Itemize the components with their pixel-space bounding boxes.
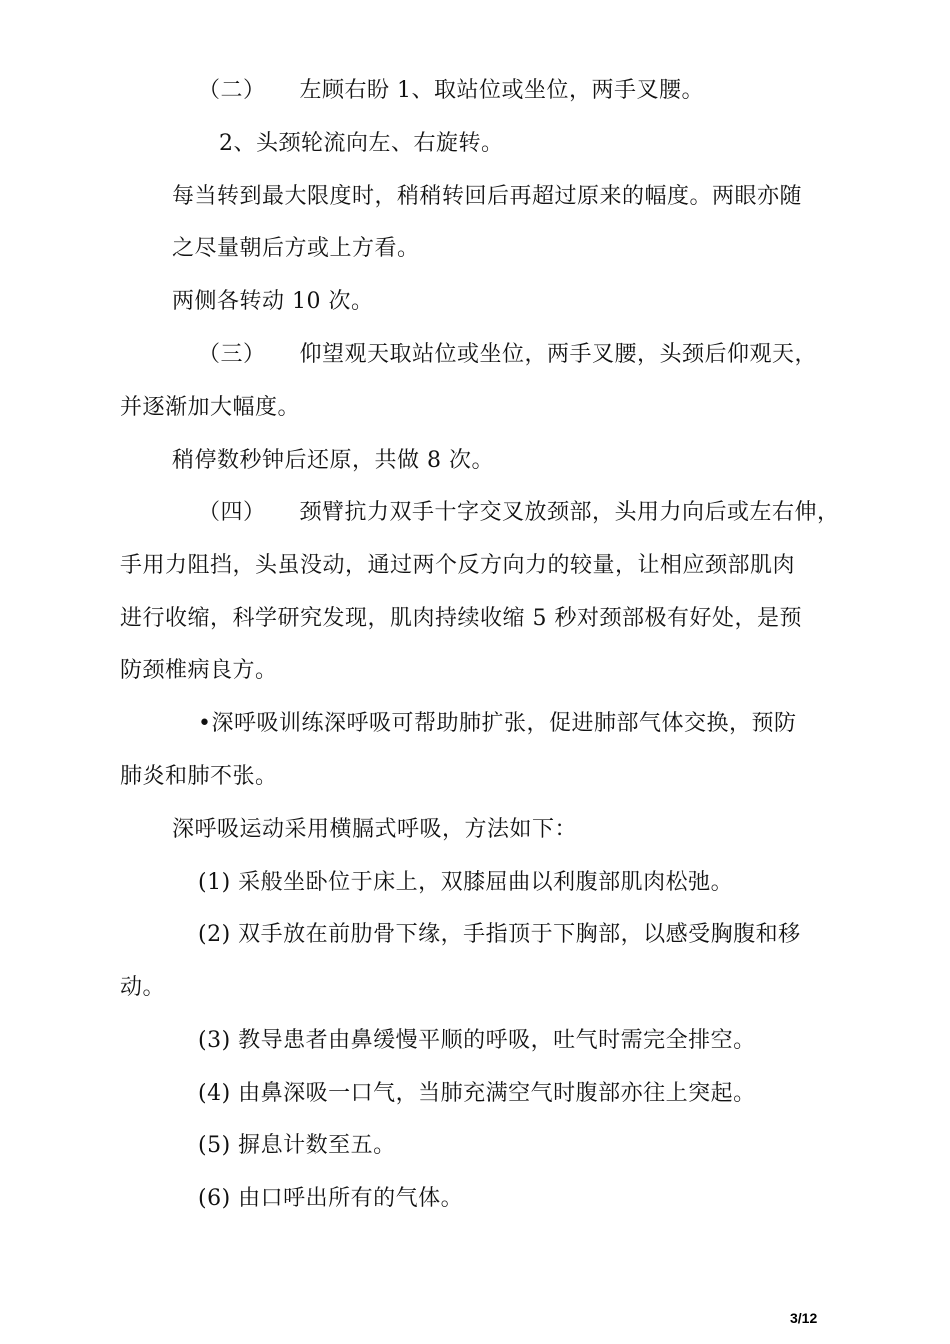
paragraph-line: 动。 [120, 975, 166, 1000]
paragraph-line: 防颈椎病良方。 [120, 658, 278, 683]
line-text: 颈臂抗力双手十字交叉放颈部，头用力向后或左右伸， [299, 500, 840, 525]
list-item: (4) 由鼻深吸一口气，当肺充满空气时腹部亦往上突起。 [198, 1081, 756, 1106]
section-marker: （三） [198, 342, 266, 367]
line-text: 左顾右盼 1、取站位或坐位，两手叉腰。 [299, 78, 705, 103]
paragraph-line: •深呼吸训练深呼吸可帮助肺扩张，促进肺部气体交换，预防 [198, 711, 797, 736]
list-item: (3) 教导患者由鼻缓慢平顺的呼吸，吐气时需完全排空。 [198, 1028, 756, 1053]
paragraph-line: 深呼吸运动采用横膈式呼吸，方法如下： [172, 817, 578, 842]
paragraph-line: 稍停数秒钟后还原，共做 8 次。 [172, 448, 494, 473]
list-item: (6) 由口呼出所有的气体。 [198, 1186, 464, 1211]
paragraph-line: 并逐渐加大幅度。 [120, 395, 301, 420]
list-item: (1) 采般坐卧位于床上，双膝屈曲以利腹部肌肉松弛。 [198, 870, 734, 895]
paragraph-line [198, 498, 840, 528]
list-item: (5) 摒息计数至五。 [198, 1133, 396, 1158]
paragraph-line: 进行收缩，科学研究发现，肌肉持续收缩 5 秒对颈部极有好处，是预 [120, 606, 802, 631]
paragraph-line: 肺炎和肺不张。 [120, 764, 278, 789]
list-item: (2) 双手放在前肋骨下缘，手指顶于下胸部，以感受胸腹和移 [198, 922, 801, 947]
paragraph-line: 每当转到最大限度时，稍稍转回后再超过原来的幅度。两眼亦随 [172, 184, 803, 209]
page-number: 3/12 [790, 1310, 818, 1326]
paragraph-line: 之尽量朝后方或上方看。 [172, 236, 420, 261]
paragraph-line: 手用力阻挡，头虽没动，通过两个反方向力的较量，让相应颈部肌肉 [120, 553, 796, 578]
line-text: 仰望观天取站位或坐位，两手叉腰，头颈后仰观天， [299, 342, 818, 367]
paragraph-line: 两侧各转动 10 次。 [172, 289, 374, 314]
paragraph-line [198, 76, 704, 106]
section-marker: （四） [198, 500, 266, 525]
paragraph-line: 2、头颈轮流向左、右旋转。 [219, 131, 504, 156]
paragraph-line [198, 340, 817, 370]
section-marker: （二） [198, 78, 266, 103]
